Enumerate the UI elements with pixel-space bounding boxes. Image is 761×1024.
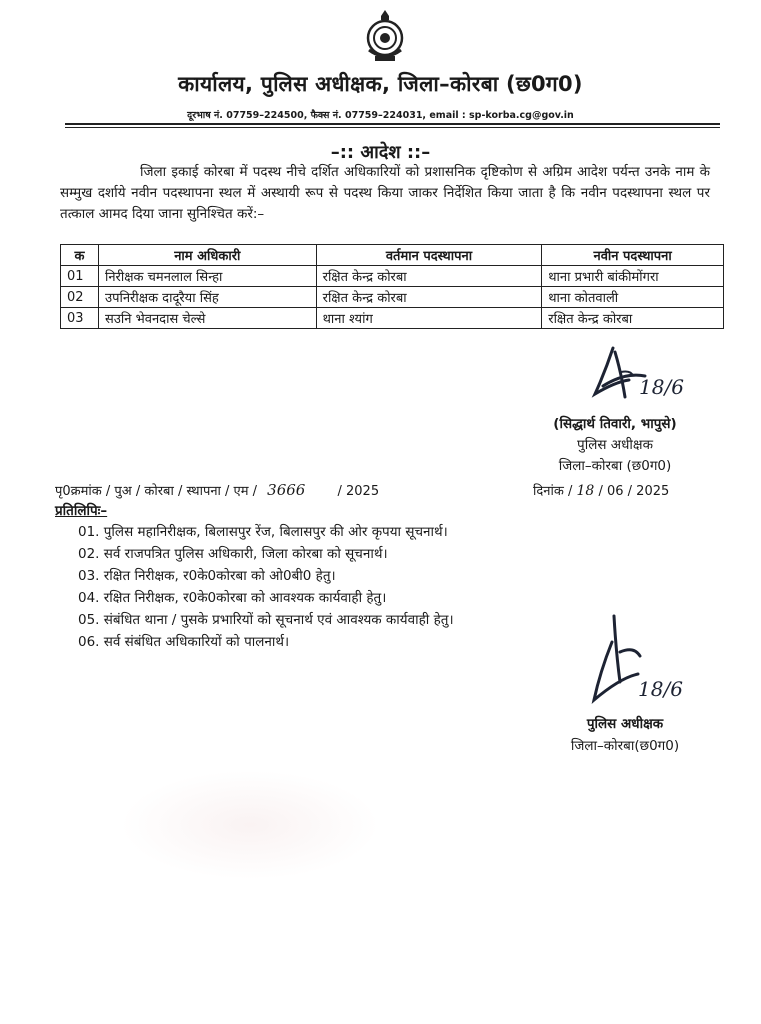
table-cell-new-posting: थाना कोतवाली xyxy=(542,287,724,308)
table-cell-officer-name: उपनिरीक्षक दादूरैया सिंह xyxy=(98,287,316,308)
reference-prefix: पृ0क्रमांक / पुअ / कोरबा / स्थापना / एम / xyxy=(55,484,258,499)
table-cell-serial: 01 xyxy=(61,266,99,287)
column-header-new-posting: नवीन पदस्थापना xyxy=(542,245,724,266)
date-rest: / 06 / 2025 xyxy=(598,484,670,499)
table-cell-serial: 03 xyxy=(61,308,99,329)
date-label: दिनांक / xyxy=(533,484,573,499)
list-item: 01. पुलिस महानिरीक्षक, बिलासपुर रेंज, बिलासपुर की ओर कृपया सूचनार्थ। xyxy=(78,524,448,540)
signatory-name: (सिद्धार्थ तिवारी, भापुसे) xyxy=(553,416,677,432)
contact-line: दूरभाष नं. 07759–224500, फैक्स नं. 07759–224031, email : sp-korba.cg@gov.in xyxy=(187,110,574,121)
table-cell-new-posting: रक्षित केन्द्र कोरबा xyxy=(542,308,724,329)
list-item: 02. सर्व राजपत्रित पुलिस अधिकारी, जिला कोरबा को सूचनार्थ। xyxy=(78,546,388,562)
signatory-district: जिला–कोरबा (छ0ग0) xyxy=(558,458,672,474)
table-header-row xyxy=(61,245,724,266)
table-cell-current-posting: रक्षित केन्द्र कोरबा xyxy=(316,287,542,308)
column-header-serial: क xyxy=(61,245,99,266)
paper-smudge xyxy=(120,770,380,880)
handwritten-signature-2 xyxy=(590,612,700,708)
reference-year: / 2025 xyxy=(337,484,380,499)
column-header-officer-name: नाम अधिकारी xyxy=(98,245,316,266)
postings-table xyxy=(60,244,724,329)
table-cell-officer-name: निरीक्षक चमनलाल सिन्हा xyxy=(98,266,316,287)
list-item: 05. संबंधित थाना / पुसके प्रभारियों को सूचनार्थ एवं आवश्यक कार्यवाही हेतु। xyxy=(78,612,454,628)
reference-number: 3666 xyxy=(267,481,306,499)
signature-block-2 xyxy=(540,713,710,757)
copy-heading: प्रतिलिपिः– xyxy=(55,503,108,519)
copy-list xyxy=(78,521,454,653)
handwritten-signature-1 xyxy=(585,342,695,414)
list-item: 06. सर्व संबंधित अधिकारियों को पालनार्थ। xyxy=(78,634,290,650)
table-cell-new-posting: थाना प्रभारी बांकीमोंगरा xyxy=(542,266,724,287)
date-line xyxy=(533,481,669,499)
police-emblem-icon xyxy=(363,8,407,64)
signature-initials-2: 18/6 xyxy=(638,677,683,701)
table-row xyxy=(61,266,724,287)
header-divider xyxy=(65,123,720,125)
table-cell-current-posting: रक्षित केन्द्र कोरबा xyxy=(316,266,542,287)
signature-block-1 xyxy=(510,414,720,477)
list-item: 04. रक्षित निरीक्षक, र0के0कोरबा को आवश्यक कार्यवाही हेतु। xyxy=(78,590,387,606)
signatory-district-2: जिला–कोरबा(छ0ग0) xyxy=(570,738,680,754)
signatory-designation: पुलिस अधीक्षक xyxy=(577,437,653,453)
table-cell-current-posting: थाना श्यांग xyxy=(316,308,542,329)
order-body: जिला इकाई कोरबा में पदस्थ नीचे दर्शित अधिकारियों को प्रशासनिक दृष्टिकोण से अग्रिम आदेश पर्यन्त उनके नाम के सम्मुख दर्शाये नवीन पदस्थापना स्थल में अस्थायी रूप से पदस्थ किया जाकर निर्देशित किया जाता है कि नवीन पदस्थापना स्थल पर तत्काल आमद दिया जाना सुनिश्चित करें:– xyxy=(60,164,710,222)
order-heading: –:: आदेश ::– xyxy=(330,142,431,163)
date-day: 18 xyxy=(576,483,595,499)
reference-line xyxy=(55,481,379,499)
header-divider-thin xyxy=(65,127,720,128)
signature-initials-1: 18/6 xyxy=(639,375,684,399)
list-item: 03. रक्षित निरीक्षक, र0के0कोरबा को ओ0बी0 हेतु। xyxy=(78,568,336,584)
table-row xyxy=(61,308,724,329)
table-cell-officer-name: सउनि भेवनदास चेल्से xyxy=(98,308,316,329)
table-row xyxy=(61,287,724,308)
table-cell-serial: 02 xyxy=(61,287,99,308)
signatory-designation-2: पुलिस अधीक्षक xyxy=(586,716,664,732)
office-title: कार्यालय, पुलिस अधीक्षक, जिला–कोरबा (छ0ग0) xyxy=(178,72,583,96)
column-header-current-posting: वर्तमान पदस्थापना xyxy=(316,245,542,266)
